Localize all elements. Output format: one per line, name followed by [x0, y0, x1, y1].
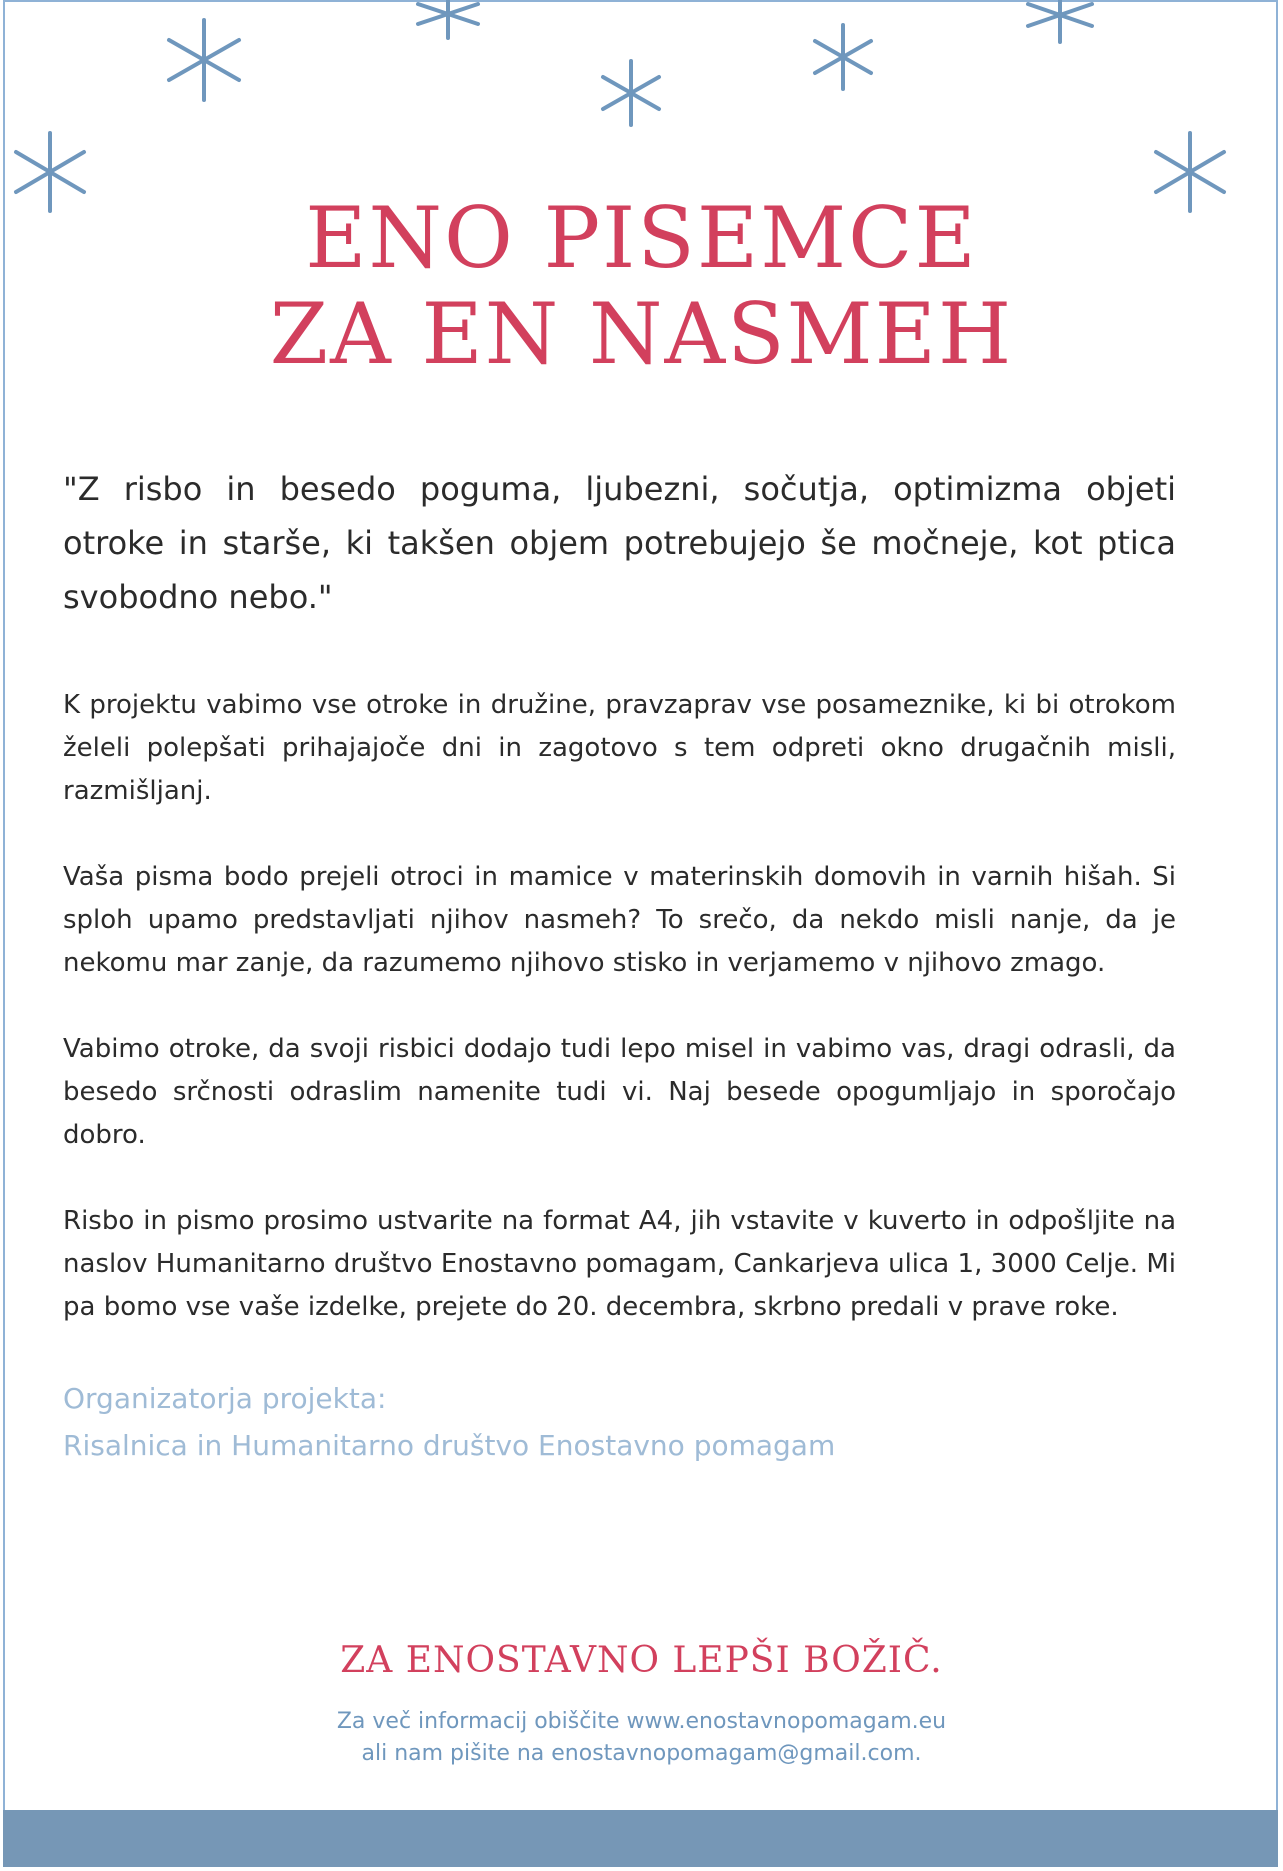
paragraph-message: Vabimo otroke, da svoji risbici dodajo tudi lepo misel in vabimo vas, dragi odrasli, da besedo srčnosti odraslim namenite tudi vi. Naj besede opogumljajo in sporočajo dobro. — [63, 1034, 1176, 1150]
paragraph-instructions: Risbo in pismo prosimo ustvarite na format A4, jih vstavite v kuverto in odpošljite na naslov Humanitarno društvo Enostavno pomagam, Cankarjeva ulica 1, 3000 Celje. Mi pa bomo vse vaše izdelke, prejete do 20. decembra, skrbno predali v prave roke. — [63, 1206, 1176, 1322]
organizers-label: Organizatorja projekta: — [63, 1382, 387, 1415]
snowflake-icon — [808, 22, 878, 92]
contact-line-website: Za več informacij obiščite www.enostavnopomagam.eu — [336, 1709, 947, 1734]
snowflake-icon — [413, 0, 483, 40]
snowflake-icon — [596, 58, 666, 128]
organizers-names: Risalnica in Humanitarno društvo Enostavno pomagam — [63, 1429, 836, 1462]
main-content — [63, 462, 1176, 1469]
slogan: ZA ENOSTAVNO LEPŠI BOŽIČ. — [340, 1640, 943, 1681]
snowflake-icon — [1022, 0, 1098, 44]
paragraph-recipients: Vaša pisma bodo prejeli otroci in mamice v materinskih domovih in varnih hišah. Si sploh upamo predstavljati njihov nasmeh? To srečo, da nekdo misli nanje, da je nekomu mar zanje, da razumemo njihovo stisko in verjamemo v njihovo zmago. — [63, 862, 1176, 978]
paragraph-invitation: K projektu vabimo vse otroke in družine, pravzaprav vse posameznike, ki bi otrokom želeli polepšati prihajajoče dni in zagotovo s tem odpreti okno drugačnih misli, razmišljanj. — [63, 690, 1176, 806]
contact-info — [0, 1706, 1283, 1770]
intro-quote: "Z risbo in besedo poguma, ljubezni, sočutja, optimizma objeti otroke in starše, ki takšen objem potrebujejo še močneje, kot ptica svobodno nebo." — [63, 470, 1176, 616]
contact-line-email: ali nam pišite na enostavnopomagam@gmail.com. — [361, 1741, 922, 1766]
page-title — [0, 190, 1283, 382]
organizers — [63, 1375, 1176, 1469]
footer-bar — [3, 1810, 1278, 1867]
title-line-2: ZA EN NASMEH — [269, 285, 1014, 383]
snowflake-icon — [160, 16, 248, 104]
title-line-1: ENO PISEMCE — [305, 189, 978, 287]
